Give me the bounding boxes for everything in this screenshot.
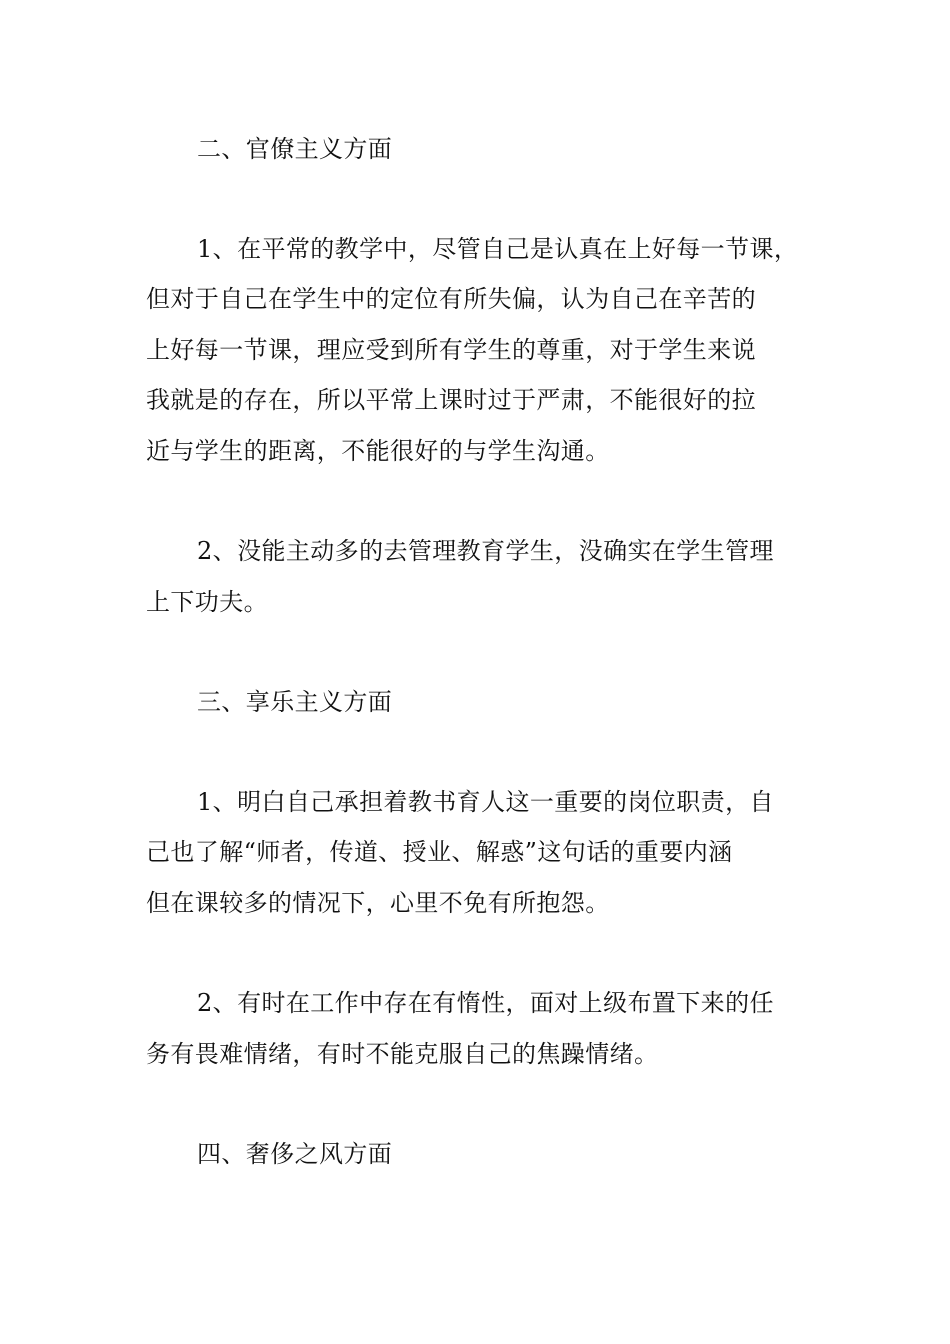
section-heading	[146, 677, 812, 728]
paragraph-line: 上下功夫。	[146, 587, 268, 616]
paragraph-line: 己也了解“师者，传道、授业、解惑”这句话的重要内涵	[146, 838, 733, 866]
paragraph	[146, 978, 812, 1079]
paragraph-line: 我就是的存在，所以平常上课时过于严肃，不能很好的拉	[146, 386, 756, 414]
paragraph-line: 近与学生的距离，不能很好的与学生沟通。	[146, 436, 610, 465]
heading-text: 三、享乐主义方面	[197, 688, 393, 716]
heading-text: 四、奢侈之风方面	[197, 1140, 393, 1168]
paragraph-line: 2、没能主动多的去管理教育学生，没确实在学生管理	[197, 537, 774, 565]
section-heading	[146, 1129, 812, 1180]
paragraph-line: 1、在平常的教学中，尽管自己是认真在上好每一节课，	[197, 234, 799, 263]
section-heading	[146, 124, 812, 175]
paragraph	[146, 224, 812, 477]
paragraph	[146, 777, 812, 929]
paragraph-line: 2、有时在工作中存在有惰性，面对上级布置下来的任	[197, 989, 774, 1017]
paragraph	[146, 526, 812, 627]
document-body	[146, 124, 812, 1229]
paragraph-line: 务有畏难情绪，有时不能克服自己的焦躁情绪。	[146, 1039, 659, 1068]
paragraph-line: 1、明白自己承担着教书育人这一重要的岗位职责，自	[197, 787, 774, 816]
heading-text: 二、官僚主义方面	[197, 135, 393, 163]
paragraph-line: 上好每一节课，理应受到所有学生的尊重，对于学生来说	[146, 335, 756, 364]
paragraph-line: 但在课较多的情况下，心里不免有所抱怨。	[146, 888, 610, 917]
paragraph-line: 但对于自己在学生中的定位有所失偏，认为自己在辛苦的	[146, 285, 756, 313]
